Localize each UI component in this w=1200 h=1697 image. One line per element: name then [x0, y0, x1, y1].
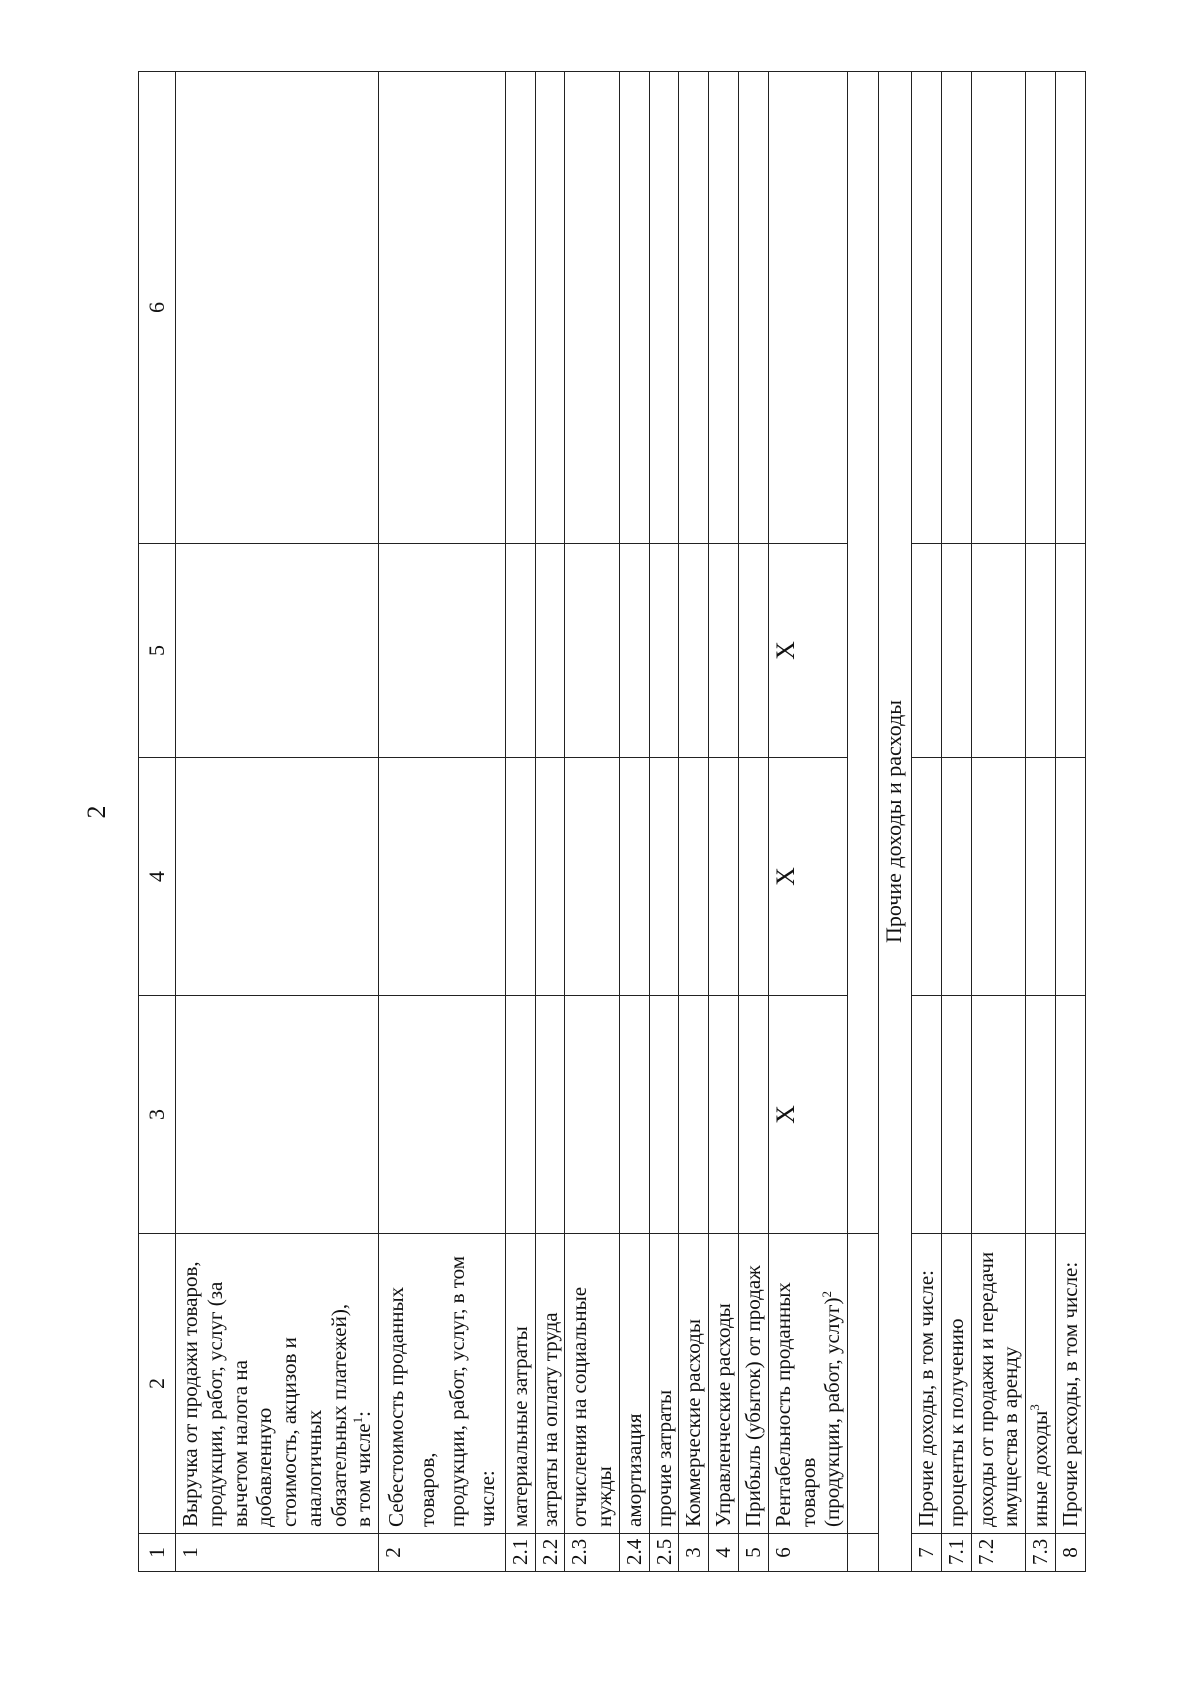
value-cell [176, 996, 379, 1234]
value-cell [709, 758, 739, 996]
table-row [768, 72, 847, 1572]
blank-cell [848, 1534, 879, 1572]
table-row [1055, 72, 1085, 1572]
label-text: (продукции, работ, услуг) [820, 1297, 845, 1527]
table-row [971, 72, 1026, 1572]
value-cell [619, 758, 649, 996]
value-cell [379, 996, 506, 1234]
label-line [820, 1240, 845, 1527]
value-cell [912, 758, 942, 996]
header-cell: 5 [139, 544, 176, 758]
header-cell: 6 [139, 72, 176, 544]
value-cell [505, 996, 535, 1234]
row-label: проценты к получению [941, 1234, 971, 1534]
row-number: 2.2 [535, 1534, 565, 1572]
table-row [565, 72, 620, 1572]
value-cell [176, 72, 379, 544]
value-cell [941, 758, 971, 996]
label-text: иные доходы [1028, 1410, 1053, 1527]
table-row [505, 72, 535, 1572]
value-cell [379, 72, 506, 544]
label-line: обязательных платежей), [326, 1303, 351, 1527]
value-cell [505, 72, 535, 544]
table-row [709, 72, 739, 1572]
value-cell [619, 544, 649, 758]
header-cell: 3 [139, 996, 176, 1234]
blank-cell [848, 72, 879, 1234]
value-cell [379, 544, 506, 758]
page-number: 2 [82, 805, 111, 819]
value-cell [1055, 72, 1085, 544]
value-cell [739, 996, 769, 1234]
financial-results-table [138, 71, 1086, 1572]
row-number: 8 [1055, 1534, 1085, 1572]
footnote-ref: 2 [819, 1291, 835, 1298]
label-line: имущества в аренду [998, 1346, 1023, 1527]
value-cell [971, 72, 1026, 544]
header-cell: 4 [139, 758, 176, 996]
label-line: стоимость, акцизов и аналогичных [277, 1337, 326, 1527]
value-cell [379, 758, 506, 996]
value-cell [1026, 996, 1056, 1234]
row-number: 2.5 [649, 1534, 679, 1572]
value-cell [535, 72, 565, 544]
header-row [139, 72, 176, 1572]
row-label: амортизация [619, 1234, 649, 1534]
value-cell [709, 544, 739, 758]
header-cell: 1 [139, 1534, 176, 1572]
value-cell [709, 72, 739, 544]
row-number: 1 [176, 1534, 379, 1572]
row-label: Прочие доходы, в том числе: [912, 1234, 942, 1534]
value-cell [941, 544, 971, 758]
value-cell [176, 544, 379, 758]
table-row [739, 72, 769, 1572]
row-label [379, 1234, 506, 1534]
rotated-table-container [138, 72, 1082, 1572]
section-row [879, 72, 912, 1572]
value-cell [1026, 72, 1056, 544]
row-label: Прибыль (убыток) от продаж [739, 1234, 769, 1534]
value-cell [912, 544, 942, 758]
value-cell [941, 72, 971, 544]
table-row [679, 72, 709, 1572]
table-row [535, 72, 565, 1572]
value-cell [971, 544, 1026, 758]
row-number: 3 [679, 1534, 709, 1572]
na-mark: X [768, 996, 847, 1234]
value-cell [535, 544, 565, 758]
value-cell [535, 996, 565, 1234]
row-label: Управленческие расходы [709, 1234, 739, 1534]
section-title: Прочие доходы и расходы [879, 72, 912, 1572]
value-cell [565, 758, 620, 996]
label-line: доходы от продажи и передачи [973, 1251, 998, 1527]
label-line: Себестоимость проданных товаров, [384, 1286, 439, 1527]
value-cell [565, 72, 620, 544]
value-cell [649, 544, 679, 758]
value-cell [619, 72, 649, 544]
row-number: 2.1 [505, 1534, 535, 1572]
row-number: 7.3 [1026, 1534, 1056, 1572]
value-cell [739, 72, 769, 544]
value-cell [505, 544, 535, 758]
value-cell [565, 996, 620, 1234]
label-line [351, 1240, 376, 1527]
row-label: прочие затраты [649, 1234, 679, 1534]
value-cell [679, 72, 709, 544]
row-label [768, 1234, 847, 1534]
row-label: затраты на оплату труда [535, 1234, 565, 1534]
label-line: вычетом налога на добавленную [227, 1360, 277, 1527]
value-cell [565, 544, 620, 758]
value-cell [912, 72, 942, 544]
na-mark: X [768, 758, 847, 996]
row-number: 2.3 [565, 1534, 620, 1572]
value-cell [1026, 544, 1056, 758]
table-row [649, 72, 679, 1572]
value-cell [941, 996, 971, 1234]
table-row [941, 72, 971, 1572]
value-cell [1055, 544, 1085, 758]
spacer-row [848, 72, 879, 1572]
header-cell: 2 [139, 1234, 176, 1534]
value-cell [971, 996, 1026, 1234]
blank-cell [848, 1234, 879, 1534]
row-label [971, 1234, 1026, 1534]
value-cell [649, 72, 679, 544]
value-cell [739, 758, 769, 996]
row-number: 4 [709, 1534, 739, 1572]
row-number: 2 [379, 1534, 506, 1572]
value-cell [709, 996, 739, 1234]
value-cell [1055, 758, 1085, 996]
footnote-ref: 3 [1027, 1404, 1043, 1411]
value-cell [1026, 758, 1056, 996]
row-label [176, 1234, 379, 1534]
row-label [1026, 1234, 1056, 1534]
row-number: 2.4 [619, 1534, 649, 1572]
label-text: в том числе [351, 1423, 376, 1527]
value-cell [1055, 996, 1085, 1234]
label-punct: : [351, 1411, 376, 1417]
row-number: 7.1 [941, 1534, 971, 1572]
value-cell [912, 996, 942, 1234]
value-cell [619, 996, 649, 1234]
value-cell [649, 996, 679, 1234]
table-row [912, 72, 942, 1572]
value-cell [971, 758, 1026, 996]
value-cell [679, 996, 709, 1234]
value-cell [535, 758, 565, 996]
row-label: материальные затраты [505, 1234, 535, 1534]
row-number: 5 [739, 1534, 769, 1572]
row-number: 7.2 [971, 1534, 1026, 1572]
row-number: 7 [912, 1534, 942, 1572]
footnote-ref: 1 [350, 1416, 366, 1424]
value-cell [176, 758, 379, 996]
row-label: отчисления на социальные нужды [565, 1234, 620, 1534]
value-cell [679, 758, 709, 996]
row-label: Прочие расходы, в том числе: [1055, 1234, 1085, 1534]
label-line: Выручка от продажи товаров, [178, 1261, 202, 1527]
value-cell [505, 758, 535, 996]
value-cell [679, 544, 709, 758]
table-row [176, 72, 379, 1572]
table-row [619, 72, 649, 1572]
label-line: продукции, работ, услуг, в том [445, 1255, 469, 1527]
label-line: продукции, работ, услуг (за [202, 1281, 227, 1527]
table-row [379, 72, 506, 1572]
table-row [1026, 72, 1056, 1572]
row-label: Коммерческие расходы [679, 1234, 709, 1534]
row-number: 6 [768, 1534, 847, 1572]
label-line: Рентабельность проданных товаров [770, 1282, 820, 1527]
value-cell [649, 758, 679, 996]
label-line: числе: [475, 1470, 500, 1527]
value-cell [768, 72, 847, 544]
na-mark: X [768, 544, 847, 758]
value-cell [739, 544, 769, 758]
